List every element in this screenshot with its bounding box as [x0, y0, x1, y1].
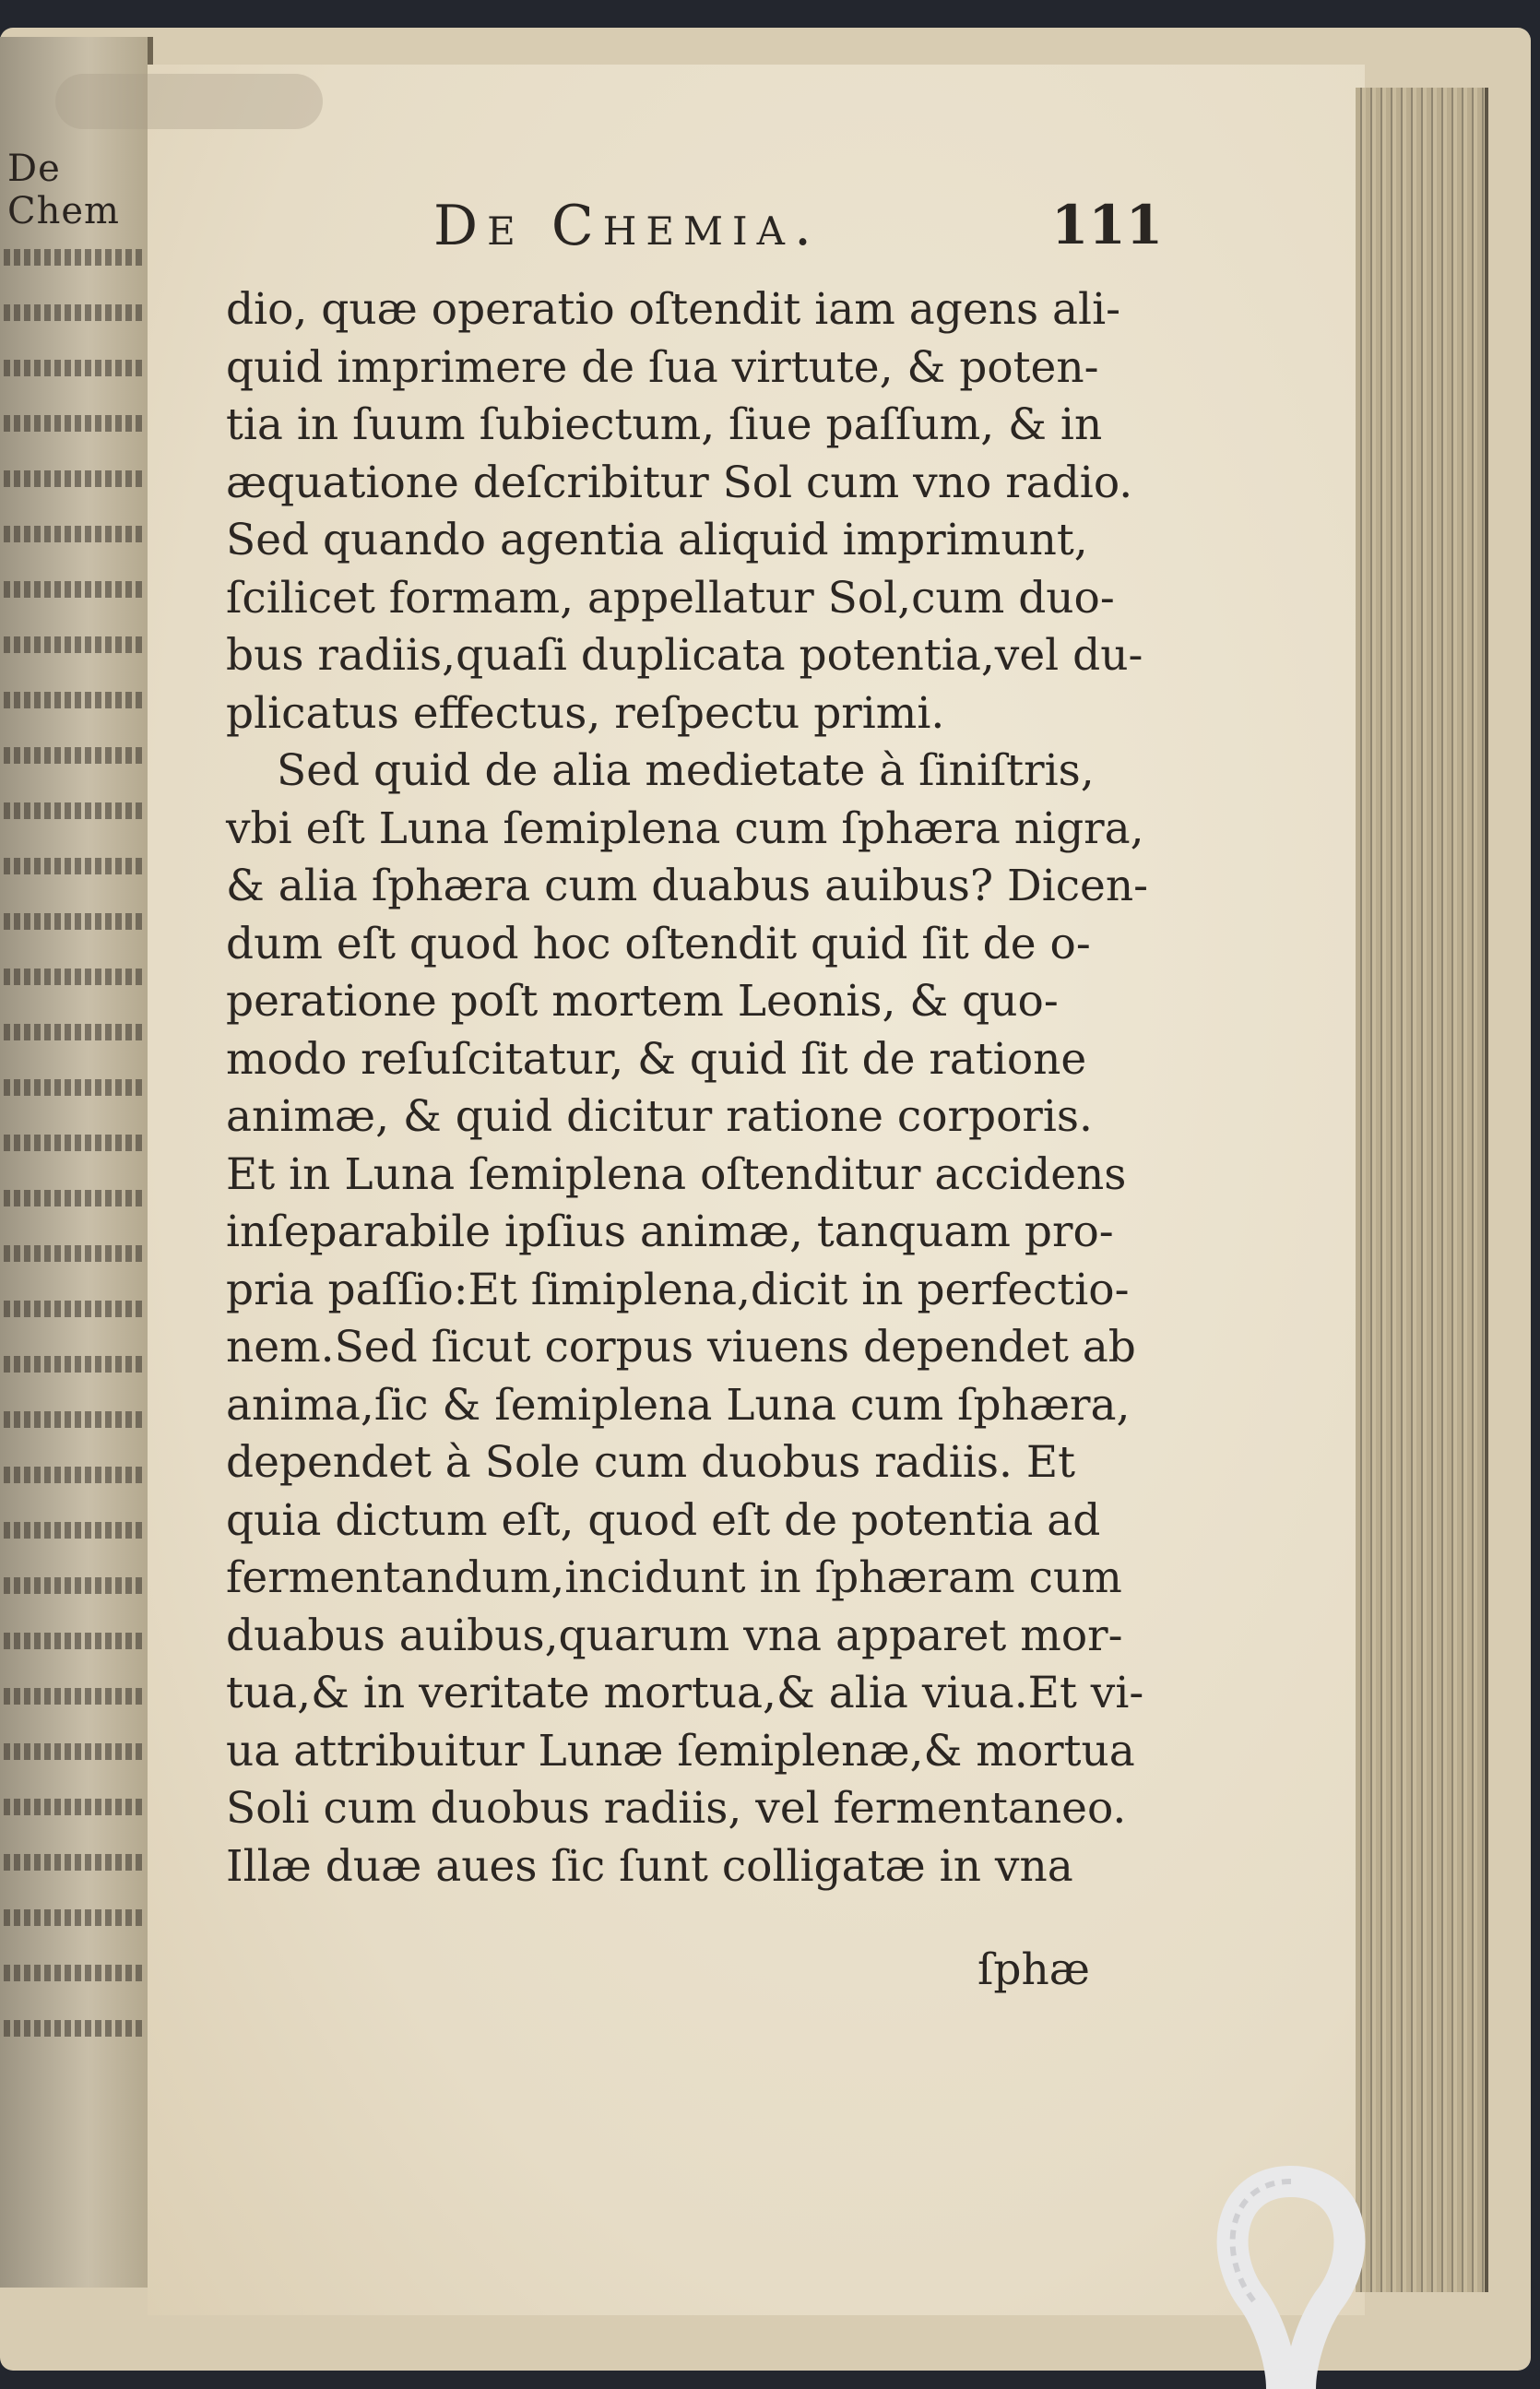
text-line: plicatus effectus, reſpectu primi.	[226, 687, 945, 739]
text-line: dependet à Sole cum duobus radiis. Et	[226, 1437, 1076, 1488]
text-line: duabus auibus,quarum vna apparet mor-	[226, 1610, 1123, 1661]
text-line: Et in Luna ſemiplena oſtenditur accidens	[226, 1148, 1127, 1200]
text-line: fermentandum,incidunt in ſphæram cum	[226, 1552, 1122, 1603]
text-line: animæ, & quid dicitur ratione corporis.	[226, 1091, 1093, 1142]
text-line: inſeparabile ipſius animæ, tanquam pro-	[226, 1206, 1114, 1257]
text-line: dum eſt quod hoc oſtendit quid ſit de o-	[226, 918, 1091, 969]
text-line: dio, quæ operatio oſtendit iam agens ali-	[226, 284, 1120, 335]
text-line: æquatione deſcribitur Sol cum vno radio.	[226, 457, 1133, 508]
text-line: modo reſuſcitatur, & quid ſit de ratione	[226, 1033, 1087, 1085]
left-running-head: De Chem	[7, 148, 120, 232]
left-page-edge	[0, 37, 153, 2288]
text-line: tua,& in veritate mortua,& alia viua.Et vi-	[226, 1668, 1144, 1718]
text-line: anima,ſic & ſemiplena Luna cum ſphæra,	[226, 1379, 1131, 1431]
text-line: peratione poſt mortem Leonis, & quo-	[226, 976, 1059, 1027]
text-line: bus radiis,quaſi duplicata potentia,vel du-	[226, 630, 1143, 681]
page-fore-edge	[1356, 88, 1488, 2292]
text-line: nem.Sed ſicut corpus viuens dependet ab	[226, 1322, 1136, 1373]
text-line: Sed quid de alia medietate à ſiniſtris,	[277, 745, 1095, 796]
cloth-tie	[1199, 2145, 1383, 2389]
text-line: ſcilicet formam, appellatur Sol,cum duo-	[226, 572, 1115, 624]
page-number: 111	[1051, 194, 1164, 256]
text-line: vbi eſt Luna ſemiplena cum ſphæra nigra,	[226, 802, 1144, 854]
catchword: ſphæ	[977, 1944, 1090, 1995]
text-line: tia in ſuum ſubiectum, ſiue paſſum, & in	[226, 399, 1103, 450]
text-line: Soli cum duobus radiis, vel fermentaneo.	[226, 1783, 1127, 1834]
text-line: pria paſſio:Et ſimiplena,dicit in perfectio-	[226, 1264, 1130, 1315]
text-line: Sed quando agentia aliquid imprimunt,	[226, 515, 1088, 565]
text-line: quia dictum eſt, quod eſt de potentia ad	[226, 1494, 1101, 1546]
text-line: ua attribuitur Lunæ ſemiplenæ,& mortua	[226, 1725, 1135, 1777]
page-stain	[55, 74, 323, 129]
text-line: quid imprimere de ſua virtute, & poten-	[226, 341, 1099, 393]
body-text	[226, 281, 1148, 1896]
running-title: De Chemia.	[433, 194, 822, 258]
text-line: & alia ſphæra cum duabus auibus? Dicen-	[226, 861, 1149, 911]
text-line: Illæ duæ aues ſic ſunt colligatæ in vna	[226, 1840, 1073, 1892]
